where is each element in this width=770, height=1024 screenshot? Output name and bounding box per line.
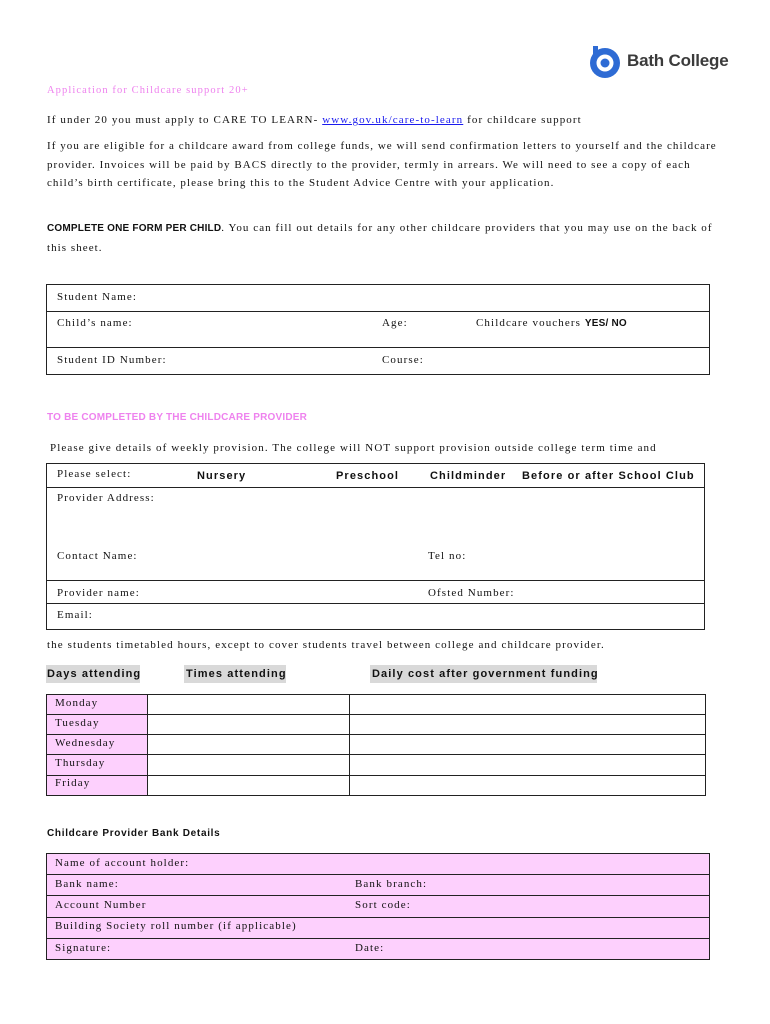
age-label: Age: xyxy=(382,317,408,329)
email-label: Email: xyxy=(57,609,93,621)
option-preschool[interactable]: Preschool xyxy=(336,470,400,482)
bank-branch-label: Bank branch: xyxy=(355,878,428,890)
course-label: Course: xyxy=(382,354,424,366)
care-to-learn-prefix: If under 20 you must apply to CARE TO LEARN- xyxy=(47,114,323,126)
provision-instruction: Please give details of weekly provision. The college will NOT support provision outside college term time and xyxy=(50,442,657,454)
one-form-bold: COMPLETE ONE FORM PER CHILD xyxy=(47,223,222,234)
one-form-rest: . You can fill out details for any other childcare providers that you may use on the back of this sheet. xyxy=(47,222,713,254)
care-to-learn-link[interactable]: www.gov.uk/care-to-learn xyxy=(322,114,464,126)
day-thursday: Thursday xyxy=(55,757,106,769)
provider-name-label: Provider name: xyxy=(57,587,140,599)
one-form-per-child-note xyxy=(47,219,719,257)
bank-details-heading: Childcare Provider Bank Details xyxy=(47,828,221,839)
day-tuesday: Tuesday xyxy=(55,717,100,729)
day-monday: Monday xyxy=(55,697,99,709)
student-id-label: Student ID Number: xyxy=(57,354,167,366)
ofsted-number-label: Ofsted Number: xyxy=(428,587,515,599)
email-row-box xyxy=(46,604,705,630)
daily-cost-header: Daily cost after government funding xyxy=(372,668,599,680)
signature-label: Signature: xyxy=(55,942,112,954)
bath-college-logo-icon xyxy=(588,45,622,79)
account-holder-label: Name of account holder: xyxy=(55,857,190,869)
care-to-learn-line xyxy=(47,111,582,129)
care-to-learn-suffix: for childcare support xyxy=(463,114,582,126)
student-name-label: Student Name: xyxy=(57,291,137,303)
option-childminder[interactable]: Childminder xyxy=(430,470,507,482)
day-friday: Friday xyxy=(55,777,91,789)
provider-section-heading: TO BE COMPLETED BY THE CHILDCARE PROVIDER xyxy=(47,412,308,423)
contact-name-label: Contact Name: xyxy=(57,550,138,562)
date-label: Date: xyxy=(355,942,385,954)
days-attending-header: Days attending xyxy=(47,668,142,680)
account-number-label: Account Number xyxy=(55,899,147,911)
provider-details-box xyxy=(46,463,705,604)
option-nursery[interactable]: Nursery xyxy=(197,470,247,482)
tel-no-label: Tel no: xyxy=(428,550,467,562)
brand-name: Bath College xyxy=(627,51,729,70)
sort-code-label: Sort code: xyxy=(355,899,411,911)
intro-paragraph: If you are eligible for a childcare award from college funds, we will send confirmation letters to yourself and the childcare provider. Invoices will be paid by BACS directly to the provider, termly in arrears. We will need to see a copy of each child’s birth certificate, please bring this to the Student Advice Centre with your application. xyxy=(47,140,717,189)
vouchers-label xyxy=(476,317,627,329)
vouchers-yes-no[interactable]: YES/ NO xyxy=(584,318,627,329)
times-attending-header: Times attending xyxy=(186,668,287,680)
provision-continuation: the students timetabled hours, except to cover students travel between college and childcare provider. xyxy=(47,639,605,651)
childs-name-label: Child’s name: xyxy=(57,317,133,329)
form-title: Application for Childcare support 20+ xyxy=(47,85,249,96)
option-before-after-school-club[interactable]: Before or after School Club xyxy=(522,470,695,482)
please-select-label: Please select: xyxy=(57,468,132,480)
bank-name-label: Bank name: xyxy=(55,878,119,890)
schedule-table xyxy=(46,694,706,796)
day-wednesday: Wednesday xyxy=(55,737,116,749)
roll-number-label: Building Society roll number (if applicable) xyxy=(55,920,297,932)
provider-address-label: Provider Address: xyxy=(57,492,155,504)
vouchers-text: Childcare vouchers xyxy=(476,317,585,329)
